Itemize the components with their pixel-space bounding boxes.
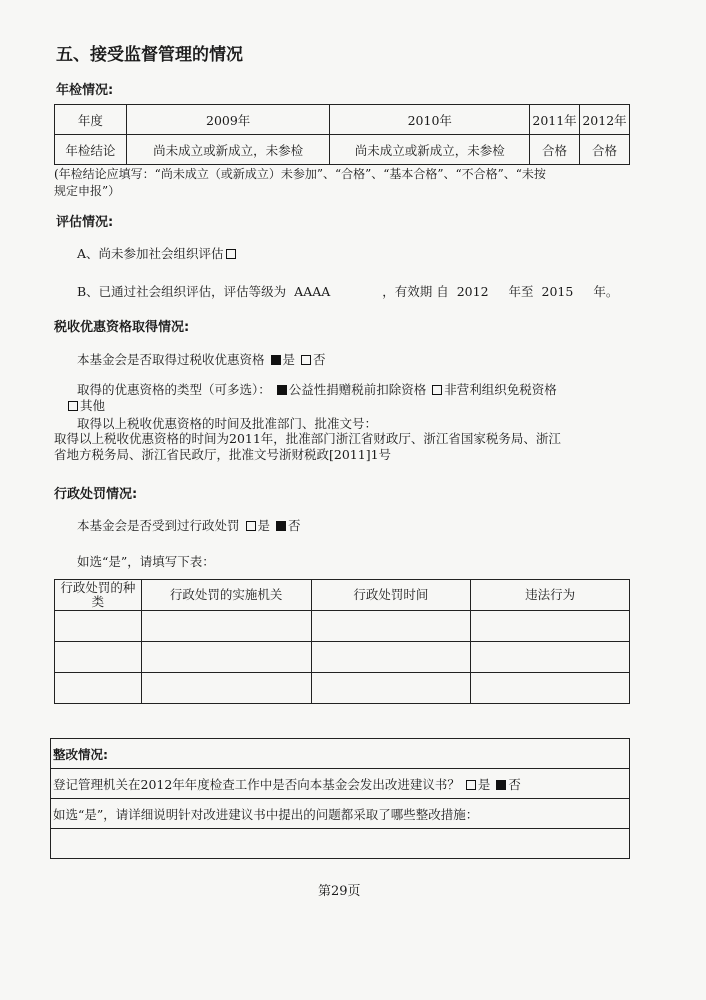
option-label: B、已通过社会组织评估，评估等级为 [77, 284, 287, 299]
rectification-heading: 整改情况: [51, 739, 630, 769]
table-cell[interactable] [55, 642, 142, 673]
checkbox[interactable] [246, 521, 256, 531]
table-row [51, 829, 630, 859]
checkbox[interactable] [68, 401, 78, 411]
checkbox-checked[interactable] [277, 385, 287, 395]
rectification-fill-note: 如选“是”，请详细说明针对改进建议书中提出的问题都采取了哪些整改措施： [51, 799, 630, 829]
table-cell[interactable] [311, 642, 471, 673]
note-line: 规定申报”） [54, 184, 121, 198]
table-cell: 年度 [55, 105, 127, 135]
tax-option-other [68, 396, 105, 414]
table-row [51, 769, 630, 799]
to-label: 年至 [508, 284, 534, 299]
table-row [55, 673, 630, 704]
table-cell: 2010年 [330, 105, 530, 135]
column-header: 行政处罚的实施机关 [141, 580, 311, 611]
penalty-question [77, 516, 301, 534]
evaluation-heading: 评估情况: [56, 215, 114, 230]
tax-question-3: 取得以上税收优惠资格的时间及批准部门、批准文号： [77, 416, 378, 431]
table-cell[interactable] [141, 673, 311, 704]
tax-answer-line: 省地方税务局、浙江省民政厅，批准文号浙财税政[2011]1号 [54, 447, 392, 462]
annual-check-note [54, 166, 634, 200]
penalty-table [54, 579, 630, 704]
penalty-heading: 行政处罚情况: [54, 487, 138, 502]
penalty-fill-note: 如选“是”，请填写下表： [77, 554, 215, 569]
rectification-question [51, 769, 630, 799]
valid-from-label: ，有效期 自 [382, 284, 449, 299]
option-label: 其他 [80, 398, 106, 413]
rectification-table [50, 738, 630, 859]
rectification-answer-cell[interactable] [51, 829, 630, 859]
evaluation-grade: AAAA [294, 284, 331, 299]
option-label: 非营利组织免税资格 [444, 382, 557, 397]
annual-check-table [54, 104, 630, 165]
table-cell: 尚未成立或新成立，未参检 [126, 135, 330, 165]
table-cell[interactable] [471, 642, 630, 673]
section-title: 五、接受监督管理的情况 [56, 45, 243, 65]
question-label: 登记管理机关在2012年年度检查工作中是否向本基金会发出改进建议书？ [53, 776, 460, 792]
table-cell[interactable] [141, 642, 311, 673]
checkbox[interactable] [301, 355, 311, 365]
yes-label: 是 [282, 352, 296, 367]
table-row [51, 799, 630, 829]
option-label: A、尚未参加社会组织评估 [77, 246, 224, 261]
column-header: 违法行为 [471, 580, 630, 611]
header-line: 行政处罚的种 [60, 580, 136, 595]
from-year: 2012 [456, 284, 489, 299]
table-cell: 年检结论 [55, 135, 127, 165]
table-cell[interactable] [55, 673, 142, 704]
tax-heading: 税收优惠资格取得情况: [54, 320, 190, 335]
checkbox[interactable] [432, 385, 442, 395]
column-header: 行政处罚时间 [311, 580, 471, 611]
table-cell[interactable] [55, 611, 142, 642]
no-label: 否 [508, 776, 521, 792]
yes-label: 是 [477, 776, 491, 792]
table-cell[interactable] [311, 611, 471, 642]
table-row [55, 135, 630, 165]
checkbox-checked[interactable] [276, 521, 286, 531]
checkbox[interactable] [226, 249, 236, 259]
table-cell: 合格 [530, 135, 580, 165]
table-cell[interactable] [471, 673, 630, 704]
no-label: 否 [313, 352, 326, 367]
checkbox[interactable] [466, 780, 476, 790]
tax-question-2 [77, 380, 557, 398]
question-label: 本基金会是否取得过税收优惠资格 [77, 352, 265, 367]
table-cell: 尚未成立或新成立，未参检 [330, 135, 530, 165]
table-row [55, 642, 630, 673]
checkbox-checked[interactable] [496, 780, 506, 790]
note-line: (年检结论应填写：“尚未成立（或新成立）未参加”、“合格”、“基本合格”、“不合格”、“未按 [54, 167, 546, 181]
table-row [55, 611, 630, 642]
table-cell[interactable] [311, 673, 471, 704]
evaluation-option-b [77, 282, 618, 300]
page-number: 第29页 [318, 884, 361, 899]
table-cell: 2009年 [126, 105, 330, 135]
question-label: 取得的优惠资格的类型（可多选）： [77, 382, 271, 397]
checkbox-checked[interactable] [271, 355, 281, 365]
annual-check-heading: 年检情况: [56, 83, 114, 98]
tax-question-1 [77, 350, 326, 368]
yes-label: 是 [257, 518, 271, 533]
table-row [51, 739, 630, 769]
question-label: 本基金会是否受到过行政处罚 [77, 518, 240, 533]
table-cell[interactable] [141, 611, 311, 642]
table-cell: 2011年 [530, 105, 580, 135]
to-year: 2015 [541, 284, 574, 299]
table-cell: 合格 [580, 135, 630, 165]
table-cell[interactable] [471, 611, 630, 642]
table-row [55, 105, 630, 135]
year-suffix: 年。 [593, 284, 619, 299]
table-cell: 2012年 [580, 105, 630, 135]
option-label: 公益性捐赠税前扣除资格 [288, 382, 427, 397]
table-header-row [55, 580, 630, 611]
column-header [55, 580, 142, 611]
evaluation-option-a [77, 244, 238, 262]
header-line: 类 [91, 594, 105, 609]
tax-answer-line: 取得以上税收优惠资格的时间为2011年，批准部门浙江省财政厅、浙江省国家税务局、浙江 [54, 431, 561, 446]
no-label: 否 [288, 518, 301, 533]
